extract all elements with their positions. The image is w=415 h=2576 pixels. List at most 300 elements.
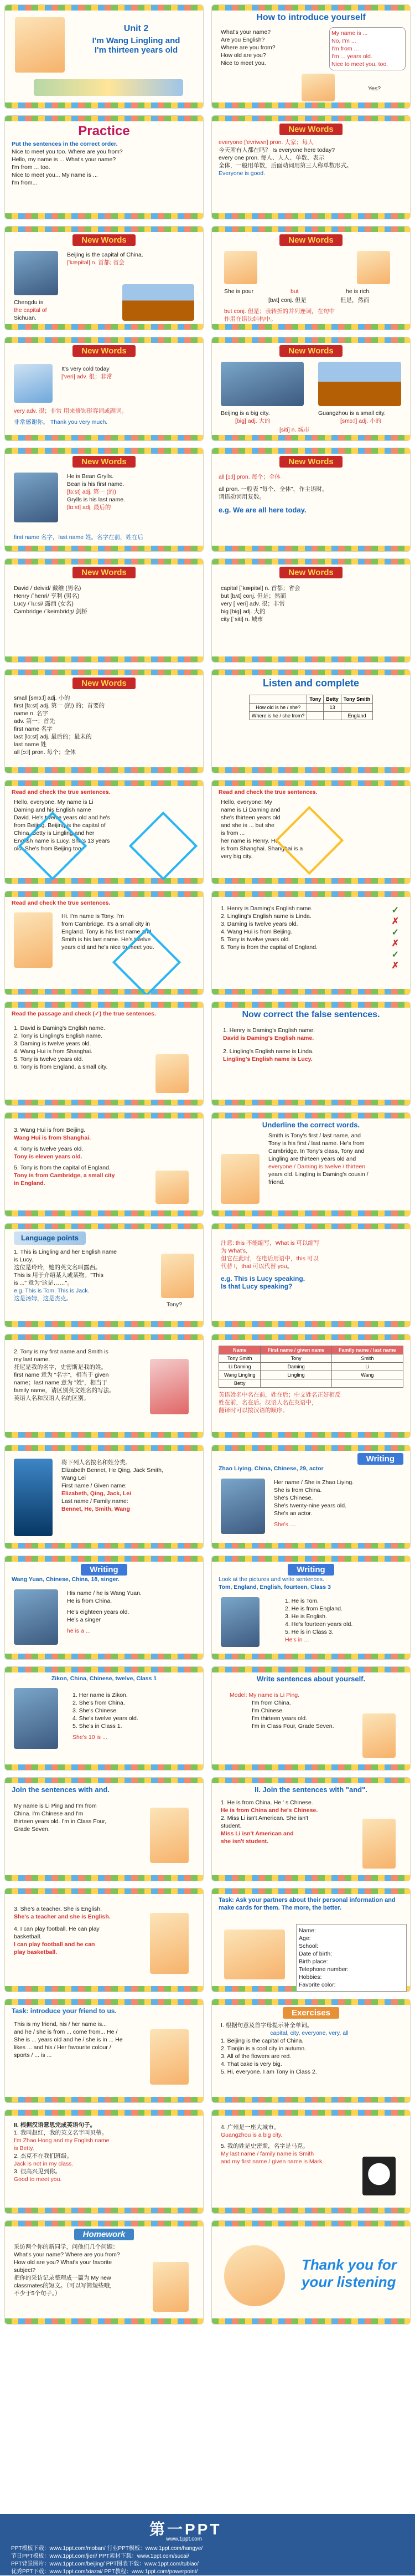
hint-label: he is a ... — [67, 1628, 91, 1634]
table-cell: Wang — [331, 1371, 403, 1379]
slide-6 — [211, 226, 411, 330]
slide-2 — [211, 4, 411, 109]
slide-border — [212, 891, 410, 897]
unit-title: Unit 2 — [123, 24, 149, 33]
note-line: 作用在语法结构中。 — [224, 316, 277, 322]
phonetic: [lɑ:st] adj. 最后的 — [67, 504, 111, 511]
slide-border — [5, 878, 203, 884]
question-line: Nice to meet you. — [221, 60, 266, 66]
slide-border — [5, 559, 203, 565]
sentence: Guangzhou is a small city. — [318, 410, 386, 417]
writing-banner: Writing — [357, 1453, 403, 1465]
sentence: Beijing is the capital of China. — [67, 252, 143, 258]
task-line: Elizabeth Bennet, He Qing, Jack Smith, — [61, 1467, 163, 1474]
slide-title: Write sentences about yourself. — [256, 1675, 366, 1683]
table-cell — [307, 704, 324, 712]
table-cell: Where is he / she from? — [249, 712, 307, 720]
table-cell: Wang Lingling — [219, 1371, 261, 1379]
phonetic: ['kæpitəl] n. 首都; 省会 — [67, 259, 125, 266]
slide-35 — [4, 1888, 204, 1992]
passage-line: old. She's from Beijing too. — [14, 845, 83, 852]
slide-title: Underline the correct words. — [262, 1121, 360, 1129]
actress-photo — [221, 1479, 265, 1534]
answer-line: I'm Zhao Hong and my English name — [14, 2137, 110, 2144]
word-entry: but [bʌt] conj. 但是；然而 — [221, 593, 286, 599]
table-row — [219, 1379, 403, 1388]
check-mark: ✓ — [391, 928, 399, 937]
slide-border — [212, 878, 410, 884]
site-url[interactable]: www.1ppt.com — [166, 2536, 203, 2542]
table-header: Name — [219, 1346, 261, 1354]
lesson-title-2: I'm thirteen years old — [94, 45, 178, 55]
statement: 5. Tony is twelve years old. — [221, 936, 290, 943]
poor-girl-illustration — [224, 251, 257, 284]
homework-line: subject? — [14, 2267, 36, 2274]
slide-border — [212, 1321, 410, 1327]
card-field: Name: — [299, 1927, 316, 1934]
phonetic: [bʌt] conj. 但是 — [268, 297, 307, 304]
table-header: Betty — [324, 695, 341, 704]
bean-grylls-photo — [14, 473, 58, 522]
new-words-banner: New Words — [279, 234, 342, 246]
table-cell: Smith — [331, 1354, 403, 1363]
tom-photo — [221, 1597, 260, 1647]
slide-37 — [4, 1999, 204, 2103]
sentence: His name / he is Wang Yuan. — [67, 1590, 142, 1597]
note-line: all pron. 一般表 "每个、全体"，作主语时， — [219, 486, 328, 492]
note-line: 全体，一般用单数，后面动词用第三人称单数形式。 — [219, 162, 352, 169]
note-line: 谓语动词用复数。 — [219, 494, 265, 500]
girl-illustration — [150, 1913, 189, 1974]
exercises-banner: Exercises — [283, 2007, 339, 2019]
slide-41 — [4, 2220, 204, 2324]
passage-line: very big city. — [221, 853, 253, 860]
slide-32 — [211, 1666, 411, 1771]
sentence: She's twenty-nine years old. — [274, 1502, 346, 1509]
table-header — [249, 695, 307, 704]
slide-border — [5, 1100, 203, 1105]
passage-line: English name is Lucy. She's 13 years — [14, 838, 110, 844]
note-line: 注意: this 不能缩写，What is 可以缩写 — [221, 1240, 320, 1246]
sentence: Beijing is a big city. — [221, 410, 270, 417]
exercise-line: 4. I can play football. He can play — [14, 1926, 100, 1932]
new-words-banner: New Words — [72, 678, 135, 689]
slide-30 — [211, 1556, 411, 1660]
word-bank: capital, city, everyone, very, all — [270, 2030, 349, 2036]
example-line: 非常感谢你。 Thank you very much. — [14, 419, 108, 425]
check-mark: ✓ — [391, 906, 399, 915]
passage-line: she's thirteen years old — [221, 814, 281, 821]
list-item: I'm from ... too. — [12, 164, 50, 171]
tag-label: Yes? — [368, 85, 381, 92]
passage-line: Hello, everyone. My name is Li — [14, 799, 94, 805]
template-line: This is my friend, his / her name is... — [14, 2021, 107, 2028]
example-line: Everyone is good. — [219, 170, 266, 177]
false-sentence: 3. Wang Hui is from Beijing. — [14, 1127, 86, 1133]
slide-border — [5, 1764, 203, 1770]
slide-border — [5, 1543, 203, 1548]
slide-26 — [211, 1334, 411, 1438]
slide-border — [212, 2110, 410, 2116]
slide-7 — [4, 337, 204, 441]
homework-line: What's your name? Where are you from? — [14, 2251, 120, 2258]
slide-16 — [211, 780, 411, 884]
statement: 1. Henry is Daming's English name. — [221, 905, 313, 912]
word-entry: all [ɔ:l] pron. 每个；全体 — [219, 474, 281, 480]
passage-line: Smith is Tony's first / last name, and — [268, 1132, 361, 1139]
note-line: 姓在前，名在后。汉语人名在英语中， — [219, 1399, 318, 1406]
model-line: I'm from China. — [252, 1700, 291, 1706]
passage-line: England. Tony is his first name and — [61, 928, 152, 935]
passage-line: friend. — [268, 1179, 285, 1186]
paragraph-line: thirteen years old. I'm in Class Four, — [14, 1818, 107, 1825]
exercise-line: 3. All of the flowers are red. — [221, 2053, 292, 2060]
sentence: He is Bean Grylls. — [67, 473, 114, 480]
note-line: name；last name 意为 "姓"，相当于 — [14, 1379, 108, 1386]
slide-border — [5, 1556, 203, 1562]
keyword: but — [290, 288, 299, 295]
kids-illustration — [15, 17, 65, 73]
passage-line: name is Li Daming and — [221, 807, 281, 813]
exercise-line: 1. He is from China. He ' s Chinese. — [221, 1799, 313, 1806]
slide-5 — [4, 226, 204, 330]
phonetic: [siti] n. 城市 — [279, 427, 310, 433]
example-line: 这是汤姆，这是杰克。 — [14, 1295, 72, 1302]
slide-heading: Read the passage and check (✓) the true sentences. — [12, 1010, 156, 1017]
slide-11 — [4, 558, 204, 663]
homework-line: 不少于5个句子。） — [14, 2290, 61, 2297]
slide-17 — [4, 891, 204, 995]
answer-line: I can play football and he can — [14, 1941, 95, 1948]
note-line: first name 意为 "名字"，相当于 given — [14, 1372, 109, 1378]
passage-line: Cambridge. In Tony's class, Tony and — [268, 1148, 365, 1154]
passage-line: and she is ... but she — [221, 822, 274, 829]
answer-line: My name is ... — [331, 30, 368, 37]
slide-border — [5, 2097, 203, 2102]
passage-line: from Cambridge. It's a small city in — [61, 921, 151, 927]
slide-title: Join the sentences with and. — [12, 1785, 110, 1794]
slide-border — [5, 781, 203, 786]
slide-heading: Tom, England, English, fourteen, Class 3 — [219, 1584, 331, 1590]
city-photo — [14, 251, 58, 295]
false-sentence: 2. Lingling's English name is Linda. — [223, 1048, 314, 1055]
statement: 4. Wang Hui is from Shanghai. — [14, 1048, 93, 1055]
slide-38 — [211, 1999, 411, 2103]
slide-border — [212, 102, 410, 108]
boy-illustration — [362, 1819, 396, 1869]
slide-border — [5, 324, 203, 330]
table-cell: Lingling — [261, 1371, 331, 1379]
slide-8 — [211, 337, 411, 441]
sentence: Bean is his first name. — [67, 481, 124, 488]
sentence: He's a singer — [67, 1617, 101, 1623]
zikon-photo — [14, 1688, 58, 1749]
slide-heading: Read and check the true sentences. — [12, 789, 111, 796]
slide-border — [5, 1335, 203, 1340]
new-words-banner: New Words — [72, 234, 135, 246]
slide-10 — [211, 448, 411, 552]
example-line: e.g. We are all here today. — [219, 506, 307, 514]
slide-border — [5, 102, 203, 108]
note-line: is ..." 意为"这是……"。 — [14, 1280, 73, 1286]
new-words-banner: New Words — [72, 345, 135, 357]
sentence: 5. He is in Class 3. — [285, 1629, 334, 1635]
slide-border — [5, 1002, 203, 1008]
book-covers-image — [14, 1459, 53, 1536]
card-field: Age: — [299, 1935, 311, 1942]
teacher-illustration — [155, 1054, 189, 1093]
student-illustration — [153, 2262, 189, 2312]
template-line: and he / she is from ... come from... He / — [14, 2029, 118, 2035]
footer-link-row[interactable]: 节日PPT模板：www.1ppt.com/jieri/ PPT素材下载：www.1ppt.com/sucai/ — [11, 2553, 189, 2559]
word-entry: first [fɜ:st] adj. 第一 (的) 的；首要的 — [14, 702, 105, 709]
table-cell: England — [341, 712, 372, 720]
card-field: School: — [299, 1943, 319, 1949]
task-line: Last name / Family name: — [61, 1498, 128, 1505]
slide-border — [5, 435, 203, 440]
table-cell — [324, 712, 341, 720]
homework-line: classmates的短文。（可以写简短些哦， — [14, 2282, 116, 2289]
slide-border — [212, 2208, 410, 2213]
exercise-line: 4. 广州是一座大城市。 — [221, 2124, 280, 2131]
note-line: 托尼是我的名字，史密斯是我的姓。 — [14, 1364, 107, 1371]
sentence: She is pour — [224, 288, 254, 295]
slide-border — [212, 2097, 410, 2102]
slide-1 — [4, 4, 204, 109]
girl-illustration — [155, 1171, 189, 1204]
slide-border — [5, 656, 203, 662]
x-mark: ✗ — [391, 917, 399, 926]
slide-border — [212, 1210, 410, 1216]
slide-border — [212, 1875, 410, 1881]
slide-15 — [4, 780, 204, 884]
slide-border — [212, 213, 410, 219]
task-line: Wang Lei — [61, 1475, 86, 1481]
corrected-sentence: Tony is from Cambridge, a small city — [14, 1172, 115, 1179]
slide-title: Task: Ask your partners about their personal information and make cards for them. The more, the better. — [219, 1897, 396, 1911]
slide-12 — [211, 558, 411, 663]
corrected-sentence: Wang Hui is from Shanghai. — [14, 1135, 91, 1141]
table-row — [219, 1354, 403, 1363]
listening-table — [249, 695, 373, 720]
passage-line: everyone / Daming is twelve / thirteen — [268, 1163, 366, 1170]
panda-illustration — [362, 2157, 396, 2195]
slide-27 — [4, 1445, 204, 1549]
sentence: 1. He is Tom. — [285, 1598, 319, 1604]
passage-line: years old and he's nice to meet you. — [61, 944, 154, 951]
note-line: is Lucy. — [14, 1256, 33, 1263]
answer-line: Miss Li isn't American and — [221, 1830, 294, 1837]
statement: 6. Tony is from England, a small city. — [14, 1064, 108, 1070]
word-entry: adv. 第一；首先 — [14, 718, 55, 725]
exercise-line: 1. Beijing is the capital of China. — [221, 2038, 304, 2044]
footer-link-row[interactable]: PPT背景图片：www.1ppt.com/beijing/ PPT图表下载：www.1ppt.com/tubiao/ — [11, 2561, 199, 2567]
note-line: 英语人名和汉语人名的区别。 — [14, 1395, 90, 1402]
answer-line: She's a teacher and she is English. — [14, 1913, 111, 1920]
exercise-line: student. — [221, 1823, 242, 1829]
note-line: 这位是玲玲，她的英文名叫露西。 — [14, 1264, 101, 1271]
passage-line: Daming and his English name — [14, 807, 91, 813]
note-line: very adv. 很；非常 用来修饰形容词或副词。 — [14, 408, 128, 414]
sentence: 5. She's in Class 1. — [72, 1723, 122, 1730]
exercise-line: 2. Tianjin is a cool city in autumn. — [221, 2045, 307, 2052]
sentence: She's Chinese. — [274, 1495, 313, 1501]
slide-border — [212, 448, 410, 454]
slide-border — [5, 546, 203, 551]
note-line: 2. Tony is my first name and Smith is — [14, 1348, 108, 1355]
sentence: 1. Her name is Zikon. — [72, 1692, 128, 1698]
note-line: This is 用于介绍某人或某物。"This — [14, 1272, 103, 1279]
paragraph-line: China. I'm Chinese and I'm — [14, 1810, 84, 1817]
slide-border — [212, 1113, 410, 1118]
false-sentence: 4. Tony is twelve years old. — [14, 1146, 84, 1152]
slide-border — [212, 337, 410, 343]
new-words-banner: New Words — [72, 567, 135, 578]
slide-border — [5, 1986, 203, 1992]
site-logo[interactable]: 第一PPT — [149, 2521, 222, 2538]
passage-line: from Beijing. Beijing is the capital of — [14, 822, 106, 829]
hint-label: She's .... — [274, 1521, 297, 1528]
table-header: Family name / last name — [331, 1346, 403, 1354]
word-entry: capital [ˈkæpitəl] n. 首都；省会 — [221, 585, 300, 592]
slide-heading: Zhao Liying, China, Chinese, 29, actor — [219, 1465, 324, 1472]
task-line: First name / Given name: — [61, 1482, 127, 1489]
word-entry: everyone ['evriwʌn] pron. 大家；每人 — [219, 139, 314, 146]
table-cell — [261, 1379, 331, 1388]
slide-border — [212, 1667, 410, 1672]
slide-border — [5, 891, 203, 897]
slide-title: Language points — [21, 1234, 79, 1242]
corrected-sentence: in England. — [14, 1180, 45, 1187]
passage-line: Smith is his last name. He's twelve — [61, 936, 151, 943]
word-entry: big [big] adj. 大的 — [221, 608, 266, 615]
word-entry: David /ˈdeivid/ 戴维 (男名) — [14, 585, 81, 592]
hint-label: He's in ... — [285, 1636, 309, 1643]
writing-banner: Writing — [288, 1564, 334, 1576]
sentence: She is from China. — [274, 1487, 322, 1494]
slide-border — [212, 1999, 410, 2005]
slide-border — [212, 1432, 410, 1438]
template-line: sports / ... is ... — [14, 2052, 52, 2059]
statement: 5. Tony is twelve years old. — [14, 1056, 84, 1063]
boy-illustration — [221, 1154, 260, 1204]
exercise-line: 1. 我叫赵红，我的英文名字叫贝蒂。 — [14, 2129, 108, 2136]
slide-border — [5, 767, 203, 773]
slide-border — [5, 1113, 203, 1118]
slide-border — [5, 1875, 203, 1881]
guangzhou-photo — [318, 362, 401, 406]
hint-label: She's 10 is ... — [72, 1734, 107, 1741]
homework-line: How old are you? What's your favorite — [14, 2259, 112, 2266]
new-words-banner: New Words — [279, 124, 342, 135]
sentence: He's eighteen years old. — [67, 1609, 129, 1615]
sentence: Sichuan. — [14, 315, 37, 321]
answer-line: My last name / family name is Smith — [221, 2151, 314, 2157]
card-field: Hobbies: — [299, 1974, 322, 1980]
answer-line: she isn't student. — [221, 1838, 268, 1845]
slide-border — [212, 1778, 410, 1783]
table-cell: Betty — [219, 1379, 261, 1388]
sentence: It's very cold today — [61, 366, 110, 372]
exercise-line: 2. Miss Li isn't American. She isn't — [221, 1815, 309, 1821]
table-header: Tony Smith — [341, 695, 372, 704]
card-field: Favorite color: — [299, 1982, 336, 1988]
statement: 1. David is Daming's English name. — [14, 1025, 105, 1032]
model-line: I'm in Class Four, Grade Seven. — [252, 1723, 334, 1730]
slide-border — [212, 1764, 410, 1770]
phonetic: [fɜ:st] adj. 第一 (的) — [67, 489, 116, 495]
slide-22 — [211, 1112, 411, 1217]
model-line: Model: My name is Li Ping. — [230, 1692, 300, 1698]
answer-line: I'm ... years old. — [331, 53, 372, 60]
girl-illustration — [150, 1808, 189, 1863]
instruction: Look at the pictures and write sentences. — [219, 1576, 324, 1583]
card-field: Date of birth: — [299, 1951, 333, 1957]
statement: 2. Lingling's English name is Linda. — [221, 913, 312, 920]
slide-border — [5, 5, 203, 11]
passage-line: Tony is his first / last name. He's from — [268, 1140, 365, 1147]
slide-39 — [4, 2110, 204, 2214]
slide-border — [5, 1445, 203, 1451]
answer-line: Guangzhou is a big city. — [221, 2132, 283, 2138]
table-cell: Li — [331, 1363, 403, 1371]
slide-border — [5, 1224, 203, 1229]
passage-line: China. Betty is Lingling and her — [14, 830, 95, 837]
slide-19 — [4, 1002, 204, 1106]
language-points-sign — [14, 1231, 86, 1245]
phonetic: [big] adj. 大的 — [235, 418, 271, 424]
card-field: Birth place: — [299, 1958, 328, 1965]
footer-spacer — [4, 2331, 411, 2508]
thank-you-line: Thank you for — [302, 2256, 397, 2273]
table-cell: Tony — [261, 1354, 331, 1363]
slide-border — [5, 2110, 203, 2116]
boy-illustration — [14, 912, 53, 968]
footer-link-row[interactable]: PPT模板下载：www.1ppt.com/moban/ 行业PPT模板：www.1ppt.com/hangye/ — [11, 2546, 203, 2552]
table-header: Tony — [307, 695, 324, 704]
question-line: What's your name? — [221, 29, 271, 35]
false-sentence: 1. Henry is Daming's English name. — [223, 1027, 315, 1034]
translation: 但是，然而 — [340, 297, 370, 304]
slide-13 — [4, 669, 204, 773]
slide-border — [212, 1335, 410, 1340]
question-line: How old are you? — [221, 52, 266, 59]
sentence: 3. He is English. — [285, 1613, 327, 1620]
footer-link-row[interactable]: 优秀PPT下载：www.1ppt.com/xiazai/ PPT教程：www.1ppt.com/powerpoint/ — [11, 2569, 198, 2575]
slide-title: Task: introduce your friend to us. — [12, 2007, 117, 2015]
word-entry: city [ˈsiti] n. 城市 — [221, 616, 263, 623]
slide-border — [212, 656, 410, 662]
slide-border — [212, 670, 410, 675]
slide-border — [212, 435, 410, 440]
slide-border — [5, 116, 203, 121]
new-words-banner: New Words — [279, 567, 342, 578]
decoration-diamond — [129, 812, 198, 880]
kids-illustration — [150, 2029, 189, 2085]
slide-border — [212, 1556, 410, 1562]
homework-line: 采访两个你的新同学，问他们几个问题： — [14, 2244, 118, 2250]
x-mark: ✗ — [391, 939, 399, 948]
passage-line: her name is Henry. He — [221, 838, 279, 844]
lesson-title-1: I'm Wang Lingling and — [92, 36, 180, 45]
sentence: 4. She's twelve years old. — [72, 1715, 138, 1722]
note-line: 1. This is Lingling and her English name — [14, 1249, 117, 1255]
list-item: Nice to meet you too. Where are you from? — [12, 148, 123, 155]
slide-border — [5, 1778, 203, 1783]
slide-heading: Read and check the true sentences. — [12, 900, 111, 906]
passage-line: Hi. I'm name is Tony. I'm — [61, 913, 124, 920]
table-row — [219, 1371, 403, 1379]
